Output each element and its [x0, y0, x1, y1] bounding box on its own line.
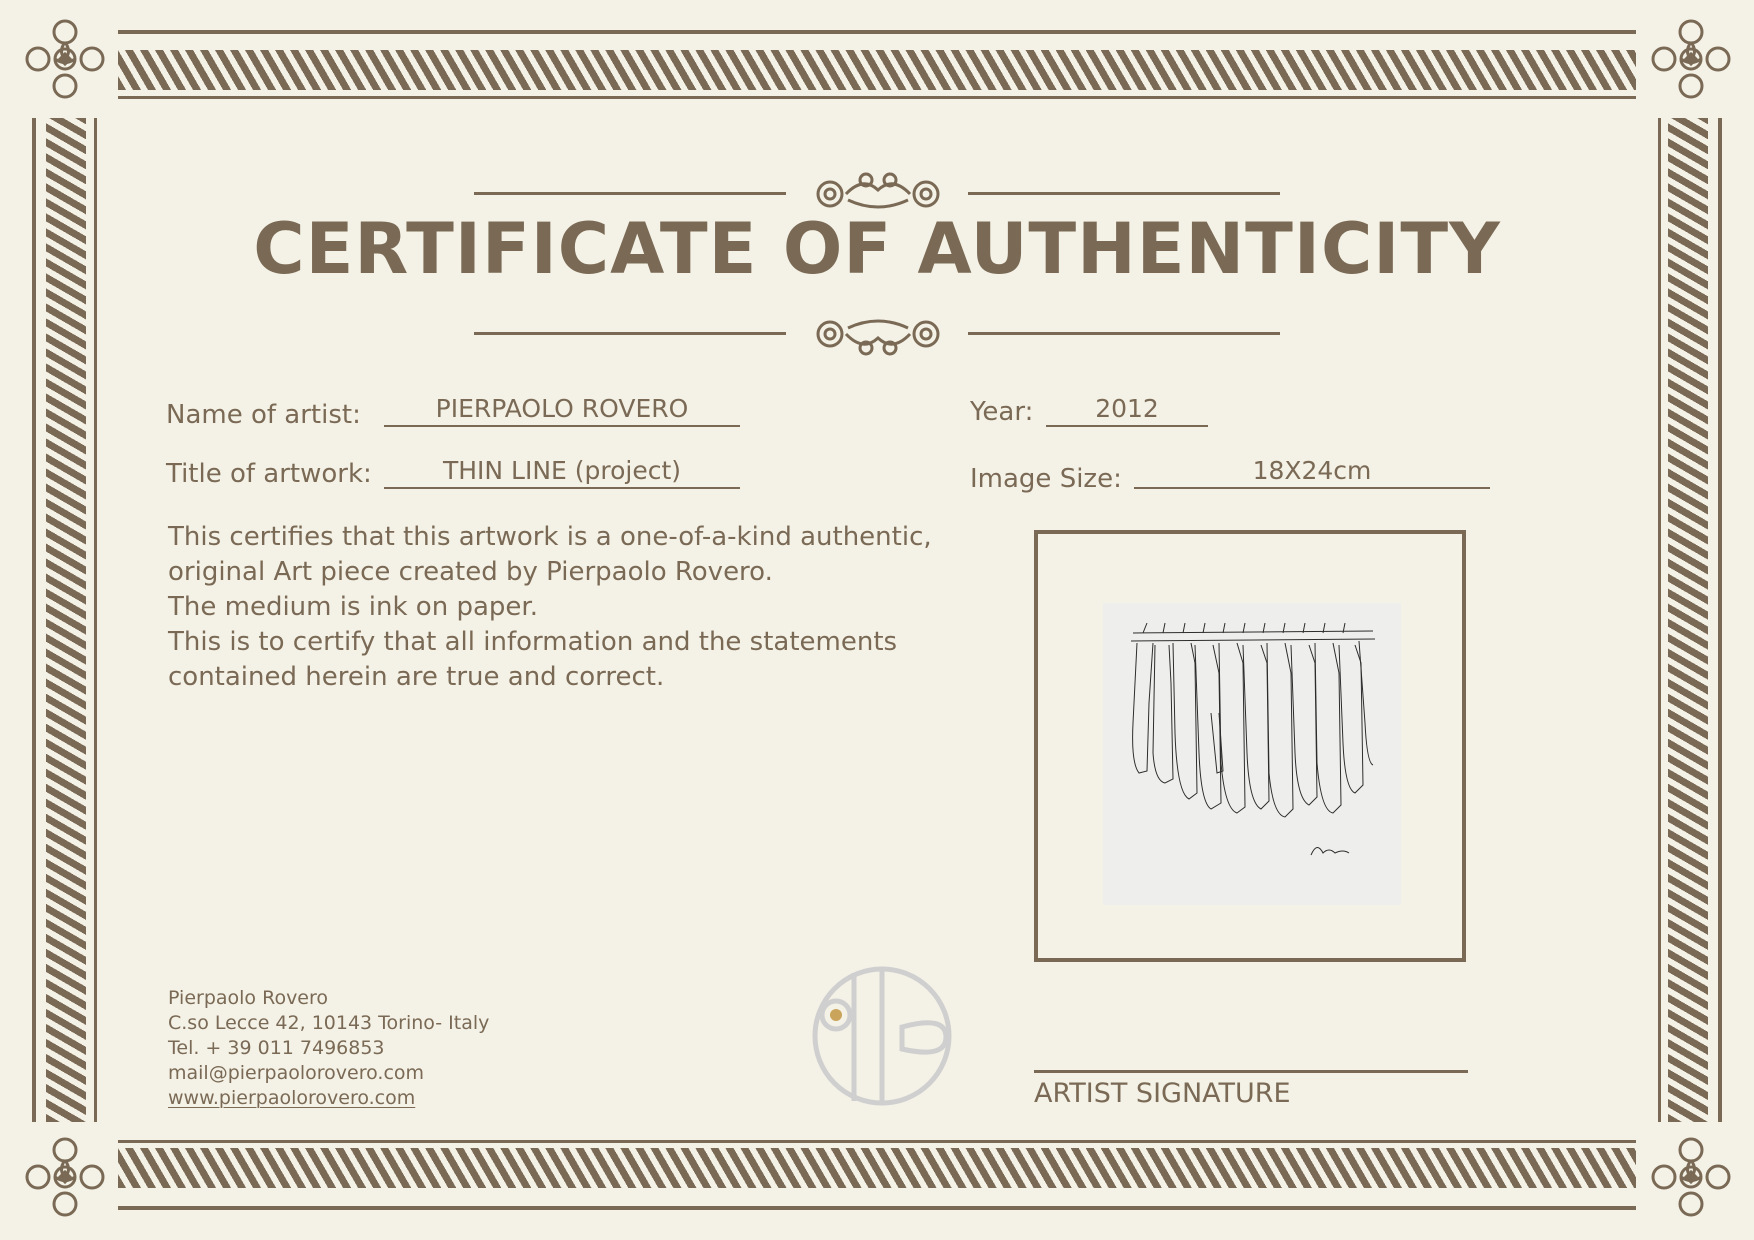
statement-line: This is to certify that all information and the statements: [168, 627, 898, 657]
scroll-ornament-icon: [20, 1132, 110, 1222]
title-rule-top-right: [968, 192, 1280, 195]
border-bottom-rule-outer: [118, 1206, 1636, 1210]
page-title: CERTIFICATE OF AUTHENTICITY: [253, 208, 1501, 290]
statement-line: The medium is ink on paper.: [168, 592, 538, 622]
contact-block: [168, 986, 489, 1111]
statement-line: original Art piece created by Pierpaolo Rovero.: [168, 557, 773, 587]
signature-line: [1034, 1070, 1468, 1073]
contact-address: C.so Lecce 42, 10143 Torino- Italy: [168, 1012, 490, 1034]
title-rule-top-left: [474, 192, 786, 195]
title-rule-bottom-right: [968, 332, 1280, 335]
contact-phone: Tel. + 39 011 7496853: [168, 1037, 385, 1059]
contact-name: Pierpaolo Rovero: [168, 987, 329, 1009]
image-size-value: 18X24cm: [1134, 456, 1490, 489]
image-size-label: Image Size:: [970, 464, 1122, 494]
certification-statement: [168, 520, 968, 695]
contact-email[interactable]: mail@pierpaolorovero.com: [168, 1062, 425, 1084]
artist-name-value: PIERPAOLO ROVERO: [384, 394, 740, 427]
year-value: 2012: [1046, 394, 1208, 427]
artist-name-label: Name of artist:: [166, 400, 361, 430]
title-rule-bottom-left: [474, 332, 786, 335]
scroll-ornament-icon: [20, 14, 110, 104]
monogram-seal-icon: [806, 965, 958, 1107]
border-top-rule-inner: [118, 96, 1636, 99]
border-bottom-rule: [118, 1140, 1636, 1143]
artwork-thumbnail: [1103, 603, 1401, 905]
border-top-rule: [118, 30, 1636, 34]
statement-line: contained herein are true and correct.: [168, 662, 665, 692]
scroll-ornament-icon: [1646, 1132, 1736, 1222]
scroll-ornament-icon: [1646, 14, 1736, 104]
artwork-drawing: [1103, 603, 1401, 905]
artwork-title-label: Title of artwork:: [166, 459, 372, 489]
contact-website[interactable]: www.pierpaolorovero.com: [168, 1087, 416, 1109]
statement-line: This certifies that this artwork is a one-of-a-kind authentic,: [168, 522, 932, 552]
border-top-band: [118, 50, 1636, 90]
artist-signature-label: ARTIST SIGNATURE: [1034, 1078, 1291, 1109]
year-label: Year:: [970, 397, 1034, 427]
flourish-divider-icon: [808, 312, 948, 358]
border-bottom-band: [118, 1148, 1636, 1188]
artwork-title-value: THIN LINE (project): [384, 456, 740, 489]
